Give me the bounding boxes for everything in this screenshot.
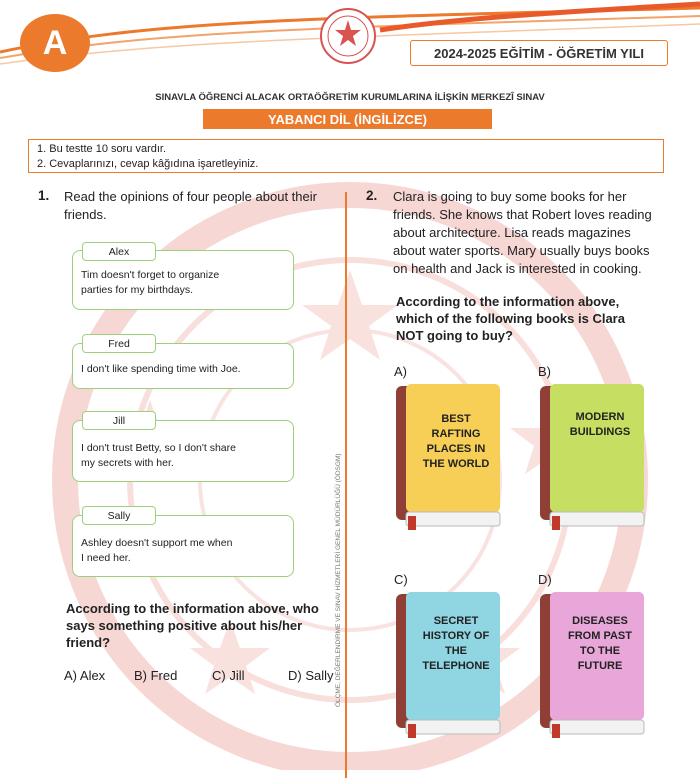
publisher-side-text: ÖLÇME, DEĞERLENDİRME VE SINAV HİZMETLERİ GENEL MÜDÜRLÜĞÜ (ÖDSGM) [335,453,342,707]
question-1-number: 1. [38,188,50,203]
q1-option-d[interactable]: D) Sally [288,668,334,683]
opinion-bubble-sally: Ashley doesn't support me when I need her. [72,515,294,577]
name-tag-sally: Sally [82,506,156,525]
q2-option-b-letter[interactable]: B) [538,364,551,379]
name-tag-alex: Alex [82,242,156,261]
q1-option-c[interactable]: C) Jill [212,668,245,683]
book-option-c[interactable]: SECRET HISTORY OF THE TELEPHONE [396,592,502,740]
question-1-text: Read the opinions of four people about their friends. [64,189,317,222]
q1-option-b[interactable]: B) Fred [134,668,178,683]
book-option-d[interactable]: DISEASES FROM PAST TO THE FUTURE [540,592,646,740]
name-tag-jill: Jill [82,411,156,430]
exam-title: SINAVLA ÖĞRENCİ ALACAK ORTAÖĞRETİM KURUMLARINA İLİŞKİN MERKEZÎ SINAV [155,92,545,103]
opinion-bubble-fred: I don't like spending time with Joe. [72,343,294,389]
q2-option-d-letter[interactable]: D) [538,572,552,587]
instruction-line: 1. Bu testte 10 soru vardır. [37,143,167,155]
book-option-a[interactable]: BEST RAFTING PLACES IN THE WORLD [396,384,502,532]
book-cover [550,384,644,512]
instruction-line: 2. Cevaplarınızı, cevap kâğıdına işaretleyiniz. [37,158,259,170]
q2-option-a-letter[interactable]: A) [394,364,407,379]
subject-banner: YABANCI DİL (İNGİLİZCE) [203,109,492,129]
name-tag-fred: Fred [82,334,156,353]
booklet-badge: A [20,14,90,72]
school-year-box: 2024-2025 EĞİTİM - ÖĞRETİM YILI [410,40,668,66]
q1-option-a[interactable]: A) Alex [64,668,106,683]
question-2-text: Clara is going to buy some books for her friends. She knows that Robert loves reading about architecture. Lisa reads magazines about water sports. Mary usually buys books on health and Jack is interested in cooking. [393,189,652,276]
instructions-box [28,139,664,173]
book-option-b[interactable]: MODERN BUILDINGS [540,384,646,532]
opinion-bubble-alex: Tim doesn't forget to organize parties for my birthdays. [72,250,294,310]
question-2-number: 2. [366,188,378,203]
q2-option-c-letter[interactable]: C) [394,572,408,587]
opinion-bubble-jill: I don't trust Betty, so I don't share my secrets with her. [72,420,294,482]
question-2-prompt: According to the information above, which of the following books is Clara NOT going to buy? [396,294,625,343]
question-1-prompt: According to the information above, who says something positive about his/her friend? [66,601,319,650]
book-icon [540,384,646,532]
ministry-seal-icon [318,6,378,66]
